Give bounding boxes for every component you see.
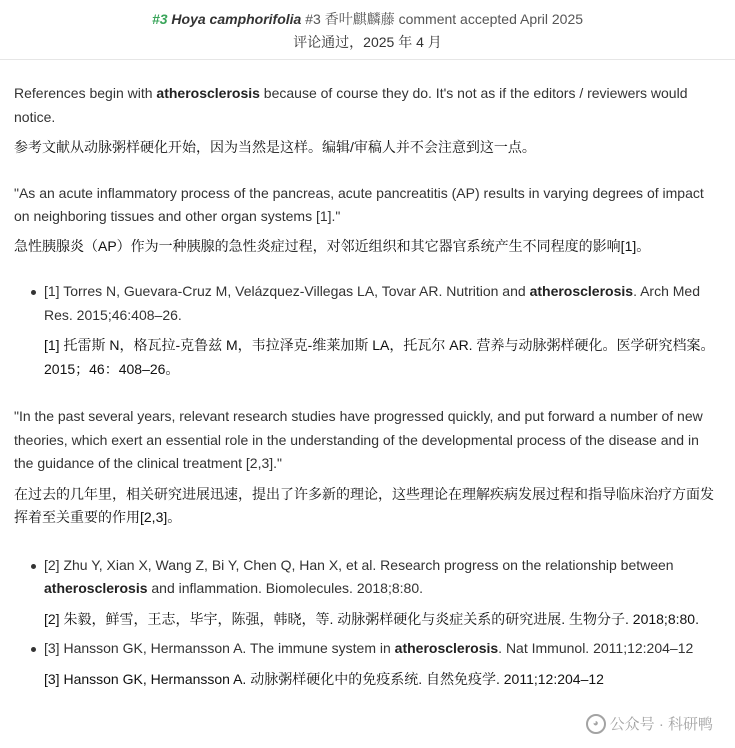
ref3-en: [3] Hansson GK, Hermansson A. The immune system in atherosclerosis. Nat Immunol. 2011;12:204–12 [44, 640, 694, 656]
watermark-text: 公众号 · 科研鸭 [609, 716, 713, 733]
reference-list-2 [14, 554, 721, 692]
quote2-zh: 在过去的几年里，相关研究进展迅速，提出了许多新的理论，这些理论在理解疾病发展过程和指导临床治疗方面发挥着至关重要的作用[2,3]。 [14, 485, 714, 525]
quote1-section [14, 182, 721, 259]
intro-text-en: References begin with atherosclerosis because of course they do. It's not as if the editors / reviewers would notice. [14, 85, 688, 125]
comment-body [0, 82, 735, 691]
quote1-zh: 急性胰腺炎（AP）作为一种胰腺的急性炎症过程，对邻近组织和其它器官系统产生不同程度的影响[1]。 [14, 237, 651, 254]
list-item [44, 280, 721, 381]
list-item [44, 554, 721, 632]
reference-list-1 [14, 280, 721, 381]
quote2-en: "In the past several years, relevant research studies have progressed quickly, and put forward a number of new theories, which exert an essential role in the understanding of the developmental process of the disease and in the guidance of the clinical treatment [2,3]." [14, 408, 703, 471]
quote1-en: "As an acute inflammatory process of the pancreas, acute pancreatitis (AP) results in varying degrees of impact on neighboring tissues and other organ systems [1]." [14, 184, 704, 224]
wechat-logo-icon: ◕ [586, 714, 606, 734]
species-name: Hoya camphorifolia [171, 11, 302, 27]
watermark [586, 713, 713, 734]
ref3-zh: [3] Hansson GK, Hermansson A. 动脉粥样硬化中的免疫系统. 自然免疫学. 2011;12:204–12 [44, 670, 604, 687]
quote2-section [14, 405, 721, 530]
ref1-zh: [1] 托雷斯 N，格瓦拉-克鲁兹 M，韦拉泽克-维莱加斯 LA，托瓦尔 AR. 营养与动脉粥样硬化。医学研究档案。2015；46：408–26。 [44, 337, 715, 377]
ref2-en: [2] Zhu Y, Xian X, Wang Z, Bi Y, Chen Q, Han X, et al. Research progress on the relationship between atherosclerosis and inflammation. Biomolecules. 2018;8:80. [44, 556, 674, 596]
ref2-zh: [2] 朱毅，鲜雪，王志，毕宇，陈强，韩晓，等. 动脉粥样硬化与炎症关系的研究进展. 生物分子. 2018;8:80. [44, 610, 699, 627]
header-status: #3 香叶麒麟藤 comment accepted April 2025 [305, 11, 584, 27]
header-subtitle: 评论通过，2025 年 4 月 [293, 34, 442, 50]
comment-number-badge: #3 [151, 11, 168, 27]
ref1-en: [1] Torres N, Guevara-Cruz M, Velázquez-Villegas LA, Tovar AR. Nutrition and atherosclerosis. Arch Med Res. 2015;46:408–26. [44, 283, 700, 323]
header-title [0, 10, 735, 28]
intro-section [14, 82, 721, 160]
comment-header [0, 0, 735, 60]
intro-text-zh: 参考文献从动脉粥样硬化开始，因为当然是这样。编辑/审稿人并不会注意到这一点。 [14, 139, 536, 155]
list-item [44, 637, 721, 691]
